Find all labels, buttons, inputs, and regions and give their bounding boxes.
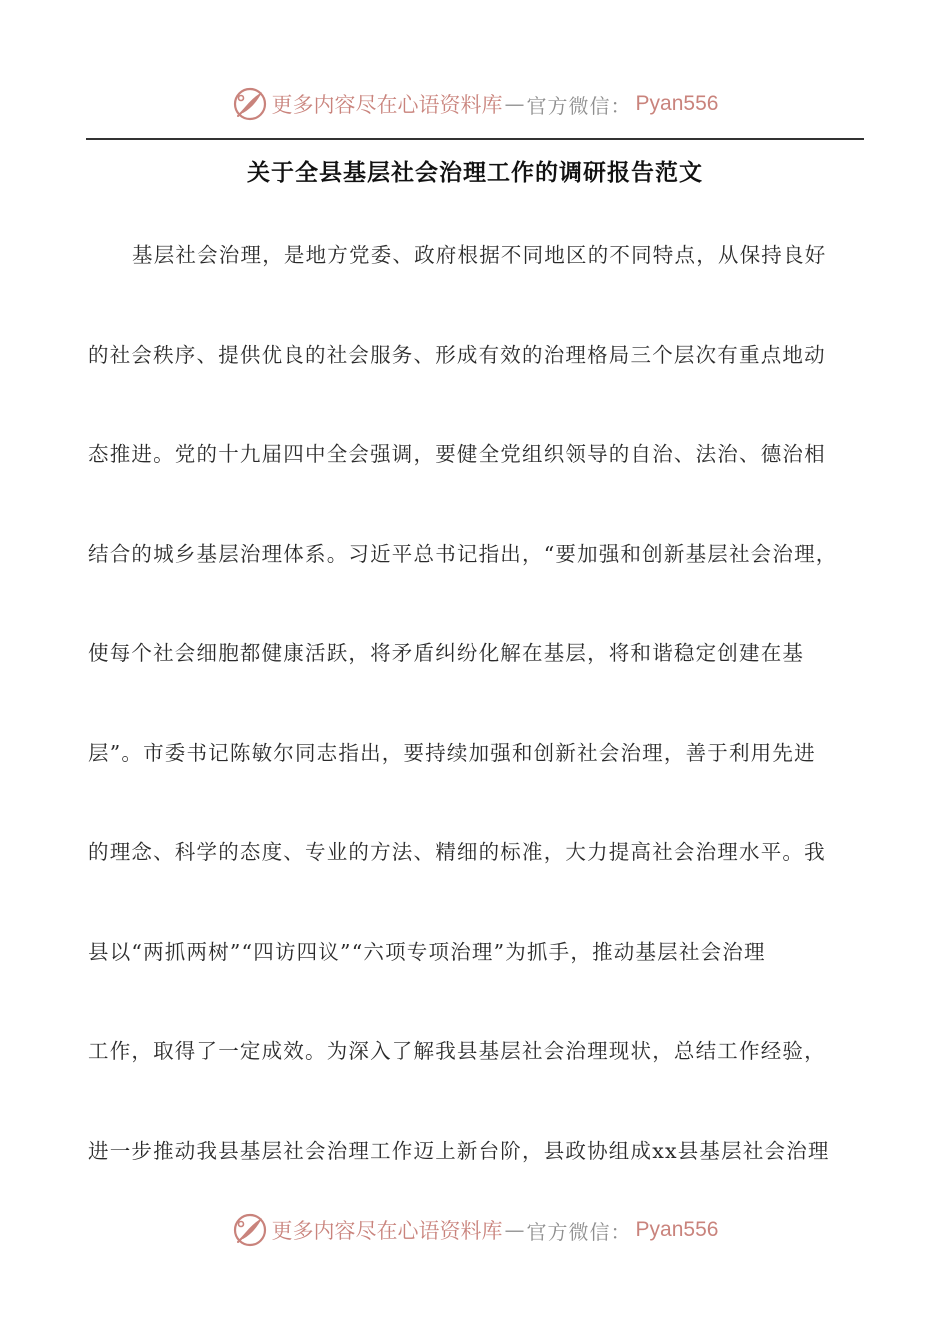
header-watermark — [0, 84, 950, 124]
quill-pen-logo-icon — [232, 1212, 268, 1248]
footer-watermark — [0, 1210, 950, 1250]
body-line-1: 基层社会治理，是地方党委、政府根据不同地区的不同特点，从保持良好 — [132, 243, 827, 267]
body-line-4: 结合的城乡基层治理体系。习近平总书记指出，“要加强和创新基层社会治理， — [88, 542, 838, 566]
watermark-dash: — — [504, 92, 525, 116]
body-line-8: 县以“两抓两树”“四访四议”“六项专项治理”为抓手，推动基层社会治理 — [88, 940, 766, 964]
body-line-5: 使每个社会细胞都健康活跃，将矛盾纠纷化解在基层，将和谐稳定创建在基 — [88, 641, 805, 665]
body-line-7: 的理念、科学的态度、专业的方法、精细的标准，大力提高社会治理水平。我 — [88, 840, 826, 864]
body-line-6: 层”。市委书记陈敏尔同志指出，要持续加强和创新社会治理，善于利用先进 — [88, 741, 816, 765]
document-title: 关于全县基层社会治理工作的调研报告范文 — [247, 159, 703, 186]
quill-pen-logo-icon — [232, 86, 268, 122]
body-line-2: 的社会秩序、提供优良的社会服务、形成有效的治理格局三个层次有重点地动 — [88, 343, 826, 367]
watermark-wechat-id: Pyan556 — [635, 92, 719, 115]
body-line-3: 态推进。党的十九届四中全会强调，要健全党组织领导的自治、法治、德治相 — [88, 442, 826, 466]
watermark-text: 更多内容尽在心语资料库 — [271, 1219, 503, 1243]
body-line-9: 工作，取得了一定成效。为深入了解我县基层社会治理现状，总结工作经验， — [88, 1039, 826, 1063]
body-line-10: 进一步推动我县基层社会治理工作迈上新台阶，县政协组成xx县基层社会治理 — [88, 1139, 830, 1163]
watermark-wechat-id: Pyan556 — [635, 1218, 719, 1241]
watermark-text: 更多内容尽在心语资料库 — [271, 93, 503, 117]
watermark-official-label: 官方微信： — [526, 93, 632, 118]
watermark-dash: — — [504, 1218, 525, 1242]
watermark-official-label: 官方微信： — [526, 1219, 632, 1244]
header-divider — [86, 138, 864, 140]
